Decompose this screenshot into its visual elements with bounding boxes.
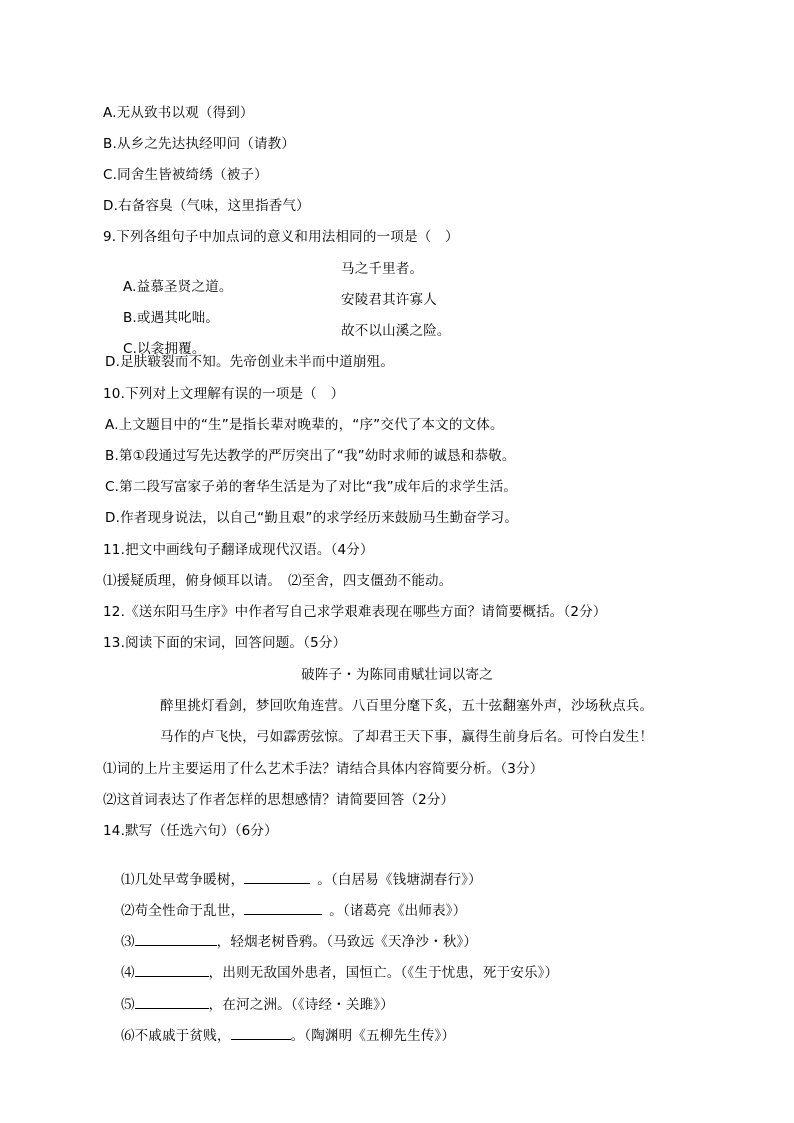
answer-blank[interactable] [231, 1027, 291, 1040]
q13-sub2: ⑵这首词表达了作者怎样的思想感情？请简要回答（2分） [103, 792, 455, 808]
poem-line-1: 醉里挑灯看剑，梦回吹角连营。八百里分麾下炙，五十弦翻塞外声，沙场秋点兵。 [160, 698, 654, 714]
answer-blank[interactable] [135, 996, 209, 1009]
q8-option-d: D.右备容臭（气味，这里指香气） [103, 198, 310, 214]
q11-items: ⑴援疑质理，俯身倾耳以请。 ⑵至舍，四支僵劲不能动。 [103, 573, 453, 589]
q14-item-4-post: ，出则无敌国外患者，国恒亡。（《生于忧患，死于安乐》） [208, 965, 559, 981]
q14-item-2-pre: ⑵苟全性命于乱世， [120, 903, 245, 919]
q14-item-5-pre: ⑸ [120, 997, 135, 1013]
q9-option-d: D.足肤皲裂而不知。先帝创业未半而中道崩殂。 [105, 354, 395, 370]
q10-option-b: B.第①段通过写先达教学的严厉突出了“我”幼时求师的诚恳和恭敬。 [105, 448, 516, 464]
q9-option-c-left: C.以衾拥覆。 [122, 341, 206, 357]
q14-item-6 [103, 1009, 455, 1063]
q9-option-b-left: B.或遇其叱咄。 [122, 310, 220, 326]
q14-stem: 14.默写（任选六句）（6分） [103, 823, 278, 839]
q10-option-d: D.作者现身说法，以自己“勤且艰”的求学经历来鼓励马生勤奋学习。 [105, 510, 519, 526]
q14-item-1-post: 。（白居易《钱塘湖春行》） [317, 872, 482, 888]
q8-option-a: A.无从致书以观（得到） [103, 105, 254, 121]
poem-line-2: 马作的卢飞快，弓如霹雳弦惊。了却君王天下事，赢得生前身后名。可怜白发生！ [160, 729, 654, 745]
answer-blank[interactable] [244, 902, 322, 915]
answer-blank[interactable] [135, 964, 209, 977]
q8-option-b: B.从乡之先达执经叩问（请教） [103, 136, 296, 152]
q14-item-3-post: ，轻烟老树昏鸦。（马致远《天净沙・秋》） [216, 934, 478, 950]
q10-option-c: C.第二段写富家子弟的奢华生活是为了对比“我”成年后的求学生活。 [105, 479, 518, 495]
q14-item-6-post: 。（陶渊明《五柳先生传》） [290, 1028, 456, 1044]
q14-item-5-post: ，在河之洲。（《诗经・关雎》） [208, 997, 394, 1013]
q14-item-1-pre: ⑴几处早莺争暖树， [120, 872, 245, 888]
q10-stem: 10.下列对上文理解有误的一项是（ ） [103, 386, 345, 402]
answer-blank[interactable] [135, 933, 217, 946]
q9-option-b-right: 安陵君其许寡人 [341, 292, 437, 308]
q13-sub1: ⑴词的上片主要运用了什么艺术手法？请结合具体内容简要分析。（3分） [103, 761, 544, 777]
q11-stem: 11.把文中画线句子翻译成现代汉语。（4分） [103, 542, 374, 558]
q13-stem: 13.阅读下面的宋词，回答问题。（5分） [103, 635, 347, 651]
q14-item-4-pre: ⑷ [120, 965, 135, 981]
q14-item-2-post: 。（诸葛亮《出师表》） [329, 903, 467, 919]
q14-item-3-pre: ⑶ [120, 934, 135, 950]
q14-item-6-pre: ⑹不戚戚于贫贱， [120, 1028, 231, 1044]
poem-title: 破阵子・为陈同甫赋壮词以寄之 [301, 667, 493, 683]
q9-stem: 9.下列各组句子中加点词的意义和用法相同的一项是（ ） [103, 229, 459, 245]
answer-blank[interactable] [244, 871, 310, 884]
q9-option-a-left: A.益慕圣贤之道。 [122, 279, 233, 295]
q8-option-c: C.同舍生皆被绮绣（被子） [103, 167, 268, 183]
q9-option-a-right: 马之千里者。 [341, 261, 424, 277]
q10-option-a: A.上文题目中的“生”是指长辈对晚辈的，“序”交代了本文的文体。 [105, 417, 504, 433]
q9-option-c-right: 故不以山溪之险。 [341, 323, 451, 339]
q12-stem: 12.《送东阳马生序》中作者写自己求学艰难表现在哪些方面？请简要概括。（2分） [103, 604, 607, 620]
